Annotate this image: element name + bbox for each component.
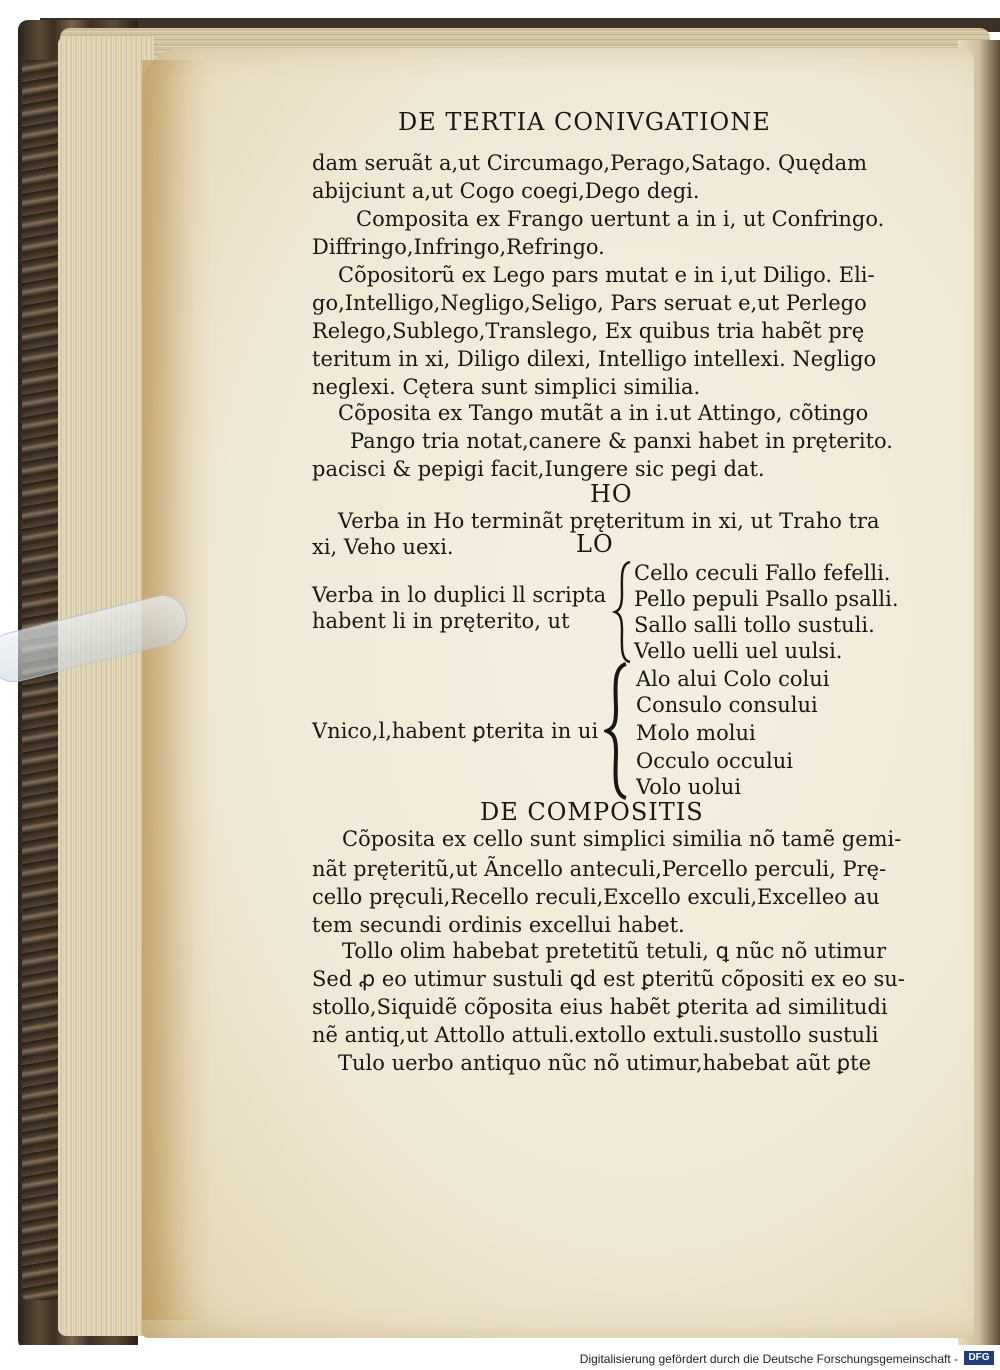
text-line: stollo,Siquidẽ cõposita eius habẽt ꝑterita ad similitudi	[312, 995, 888, 1019]
section-heading-compositis: DE COMPOSITIS	[480, 798, 704, 826]
text-line: Verba in Ho terminãt pręteritum in xi, ut Traho tra	[338, 509, 880, 533]
text-line: Molo molui	[636, 721, 756, 745]
text-line: Pango tria notat,canere & panxi habet in pręterito.	[350, 429, 893, 453]
page-stain	[142, 60, 212, 1320]
text-line: Pello pepuli Psallo psalli.	[634, 587, 899, 611]
text-line: Relego,Sublego,Translego, Ex quibus tria habẽt prę	[312, 319, 865, 343]
text-line: Tulo uerbo antiquo nũc nõ utimur,habebat aũt ꝑte	[338, 1051, 872, 1075]
text-line: Tollo olim habebat pretetitũ tetuli, ꝗ nũc nõ utimur	[342, 939, 887, 963]
section-heading-lo: LO	[576, 530, 614, 558]
text-line: Alo alui Colo colui	[636, 667, 830, 691]
text-line: Composita ex Frango uertunt a in i, ut Confringo.	[356, 207, 885, 231]
text-line: Cõposita ex Tango mutãt a in i.ut Attingo, cõtingo	[338, 401, 869, 425]
text-line: Verba in lo duplici ll scripta	[312, 583, 607, 607]
text-line: cello pręculi,Recello reculi,Excello exculi,Excelleo au	[312, 885, 880, 909]
dfg-logo: DFG	[964, 1351, 994, 1365]
text-line: xi, Veho uexi.	[312, 535, 454, 559]
text-line: Diffringo,Infringo,Refringo.	[312, 235, 605, 259]
funding-credit: Digitalisierung gefördert durch die Deutsche Forschungsgemeinschaft -	[579, 1352, 958, 1366]
page-edges-left	[58, 36, 154, 1336]
text-line: Vello uelli uel uulsi.	[634, 639, 843, 663]
text-line: Cello ceculi Fallo fefelli.	[634, 561, 891, 585]
text-line: go,Intelligo,Negligo,Seligo, Pars seruat e,ut Perlego	[312, 291, 867, 315]
text-line: Vnico,l,habent ꝑterita in ui	[312, 719, 599, 743]
running-head: DE TERTIA CONIVGATIONE	[398, 108, 771, 136]
text-line: Sallo salli tollo sustuli.	[634, 613, 875, 637]
text-line: Occulo occului	[636, 749, 793, 773]
text-line: habent li in pręterito, ut	[312, 609, 570, 633]
text-line: dam seruãt a,ut Circumago,Perago,Satago. Quędam	[312, 151, 868, 175]
text-line: nẽ antiq,ut Attollo attuli.extollo extuli.sustollo sustuli	[312, 1023, 879, 1047]
text-line: tem secundi ordinis excellui habet.	[312, 913, 685, 937]
text-line: Volo uolui	[636, 775, 742, 799]
text-line: nãt pręteritũ,ut Ãncello anteculi,Percello perculi, Prę-	[312, 857, 887, 881]
text-line: Cõpositorũ ex Lego pars mutat e in i,ut Diligo. Eli-	[338, 263, 875, 287]
text-line: abijciunt a,ut Cogo coegi,Dego degi.	[312, 179, 700, 203]
text-line: teritum in xi, Diligo dilexi, Intelligo intellexi. Negligo	[312, 347, 877, 371]
text-line: Sed ꝓ eo utimur sustuli ꝗd est ꝑteritũ cõpositi ex eo su-	[312, 967, 905, 991]
text-line: pacisci & pepigi facit,Iungere sic pegi dat.	[312, 457, 765, 481]
curly-brace-icon	[612, 560, 636, 664]
text-line: neglexi. Cętera sunt simplici similia.	[312, 375, 701, 399]
section-heading-ho: HO	[590, 480, 633, 508]
text-line: Cõposita ex cello sunt simplici similia nõ tamẽ gemi-	[342, 827, 902, 851]
curly-brace-icon	[604, 662, 630, 800]
text-line: Consulo consului	[636, 693, 818, 717]
